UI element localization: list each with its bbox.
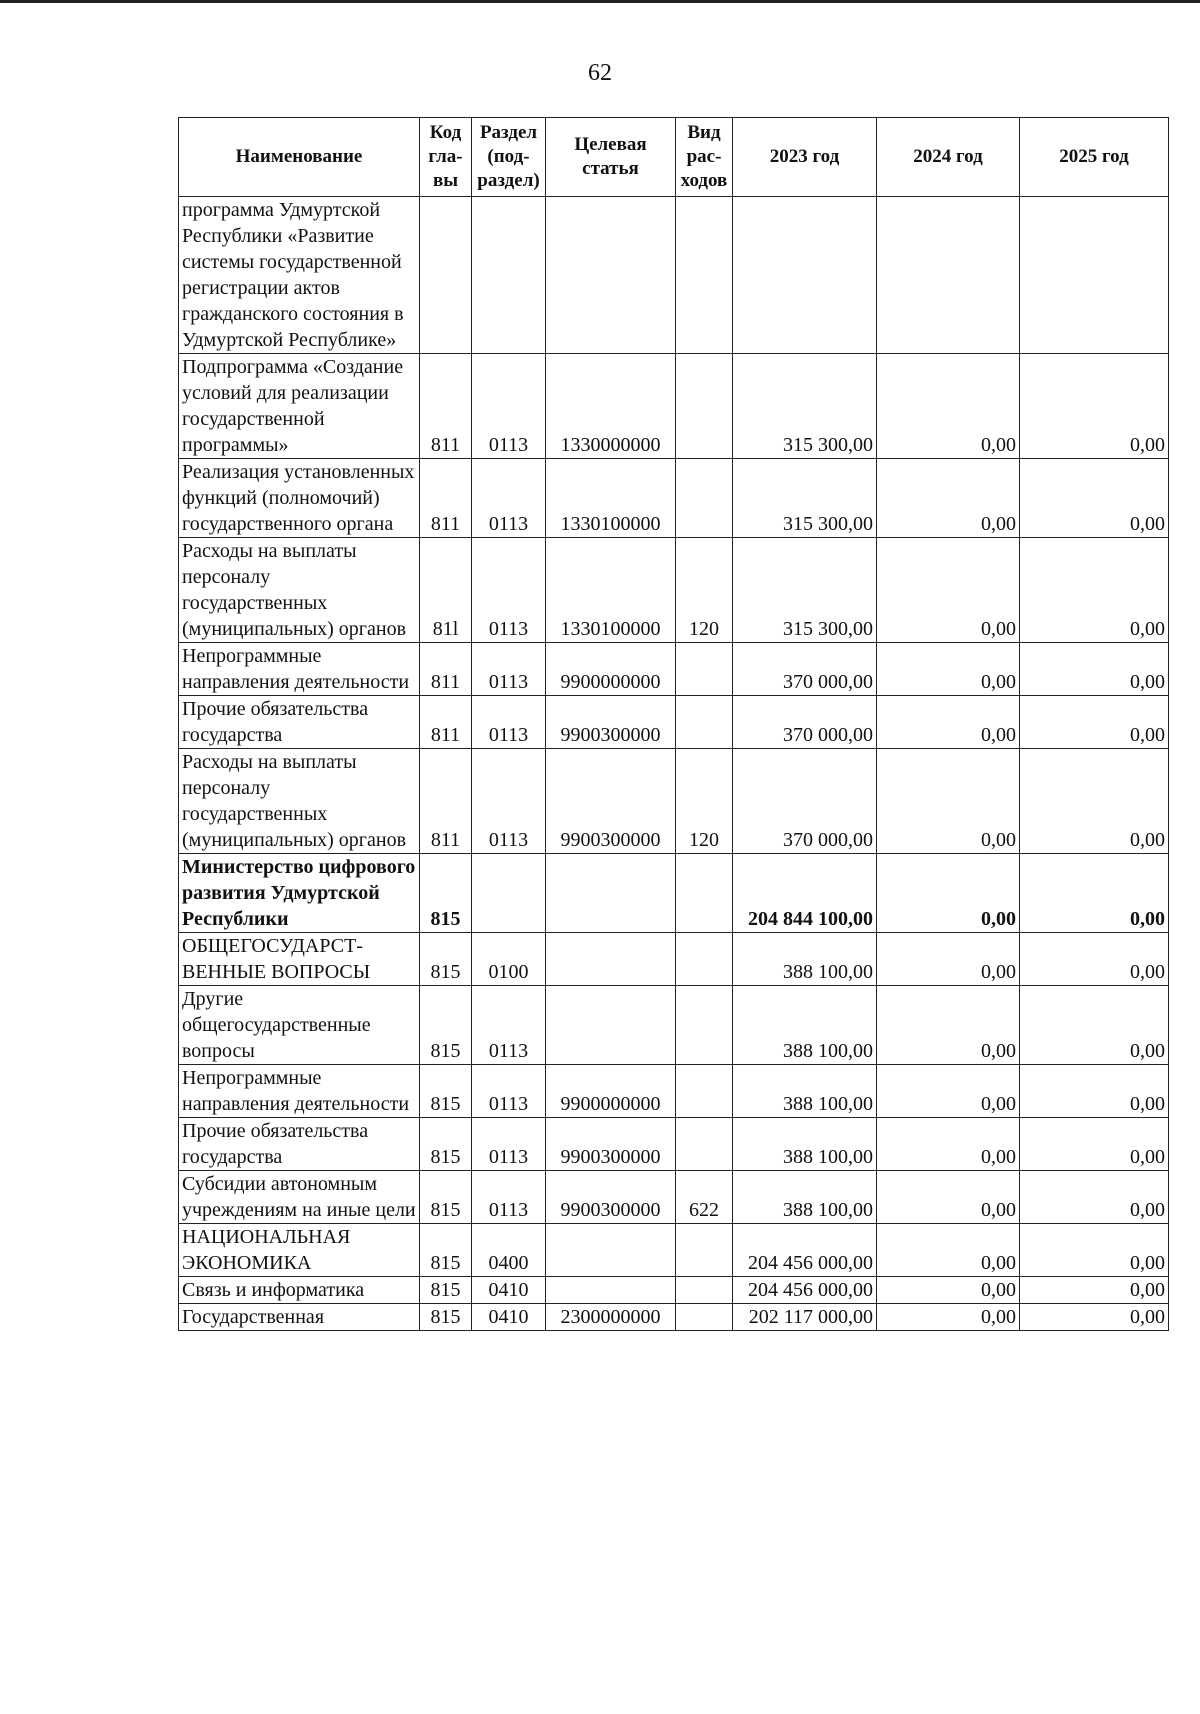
cell-name: Другие общегосударственные вопросы <box>179 986 420 1065</box>
cell-2023: 202 117 000,00 <box>733 1304 877 1331</box>
cell-kod-glavy: 811 <box>420 643 472 696</box>
cell-celevaya: 9900000000 <box>546 1065 676 1118</box>
cell-vid: 120 <box>676 749 733 854</box>
cell-vid <box>676 1224 733 1277</box>
header-vid: Вид рас-ходов <box>676 118 733 197</box>
cell-2025: 0,00 <box>1020 1065 1169 1118</box>
cell-2024: 0,00 <box>877 696 1020 749</box>
cell-name: Субсидии автономным учреждениям на иные цели <box>179 1171 420 1224</box>
cell-celevaya <box>546 1277 676 1304</box>
cell-2024: 0,00 <box>877 933 1020 986</box>
cell-vid <box>676 933 733 986</box>
cell-vid <box>676 986 733 1065</box>
cell-2024: 0,00 <box>877 1304 1020 1331</box>
cell-name: Связь и информатика <box>179 1277 420 1304</box>
header-2024: 2024 год <box>877 118 1020 197</box>
cell-name: Прочие обязательства государства <box>179 1118 420 1171</box>
cell-2024: 0,00 <box>877 854 1020 933</box>
cell-2024: 0,00 <box>877 749 1020 854</box>
cell-razdel: 0113 <box>472 1065 546 1118</box>
cell-2023: 370 000,00 <box>733 749 877 854</box>
cell-kod-glavy: 811 <box>420 749 472 854</box>
cell-2025: 0,00 <box>1020 854 1169 933</box>
cell-name: Расходы на выплаты персоналу государственных (муниципальных) органов <box>179 538 420 643</box>
cell-2025: 0,00 <box>1020 696 1169 749</box>
cell-razdel: 0410 <box>472 1304 546 1331</box>
cell-kod-glavy: 811 <box>420 696 472 749</box>
cell-vid <box>676 643 733 696</box>
cell-razdel: 0113 <box>472 986 546 1065</box>
cell-name: Непрограммные направления деятельности <box>179 643 420 696</box>
cell-2023: 388 100,00 <box>733 1065 877 1118</box>
cell-kod-glavy: 815 <box>420 1224 472 1277</box>
cell-2024: 0,00 <box>877 1224 1020 1277</box>
cell-kod-glavy: 81l <box>420 538 472 643</box>
cell-vid <box>676 1304 733 1331</box>
cell-name: Государственная <box>179 1304 420 1331</box>
table-row <box>179 749 1169 854</box>
cell-2023 <box>733 197 877 354</box>
cell-2023: 204 456 000,00 <box>733 1224 877 1277</box>
cell-razdel: 0113 <box>472 354 546 459</box>
cell-razdel: 0113 <box>472 538 546 643</box>
cell-celevaya <box>546 933 676 986</box>
cell-kod-glavy: 815 <box>420 1304 472 1331</box>
header-2023: 2023 год <box>733 118 877 197</box>
cell-celevaya: 9900300000 <box>546 696 676 749</box>
table-row <box>179 696 1169 749</box>
cell-celevaya <box>546 986 676 1065</box>
cell-name: ОБЩЕГОСУДАРСТ-ВЕННЫЕ ВОПРОСЫ <box>179 933 420 986</box>
cell-kod-glavy: 815 <box>420 986 472 1065</box>
table-row <box>179 1171 1169 1224</box>
cell-razdel: 0113 <box>472 1171 546 1224</box>
table-row <box>179 1277 1169 1304</box>
table-row <box>179 197 1169 354</box>
cell-2024: 0,00 <box>877 1171 1020 1224</box>
cell-celevaya: 9900300000 <box>546 1118 676 1171</box>
cell-2025: 0,00 <box>1020 933 1169 986</box>
cell-celevaya: 9900300000 <box>546 1171 676 1224</box>
cell-celevaya: 9900000000 <box>546 643 676 696</box>
cell-vid <box>676 1277 733 1304</box>
cell-vid <box>676 354 733 459</box>
cell-razdel: 0100 <box>472 933 546 986</box>
cell-kod-glavy: 815 <box>420 933 472 986</box>
cell-2025: 0,00 <box>1020 986 1169 1065</box>
cell-kod-glavy: 811 <box>420 459 472 538</box>
table-row <box>179 459 1169 538</box>
cell-kod-glavy <box>420 197 472 354</box>
page-number: 62 <box>588 60 612 86</box>
table-row <box>179 1065 1169 1118</box>
table-row <box>179 854 1169 933</box>
cell-vid <box>676 696 733 749</box>
cell-2025: 0,00 <box>1020 1304 1169 1331</box>
cell-2025: 0,00 <box>1020 538 1169 643</box>
cell-razdel <box>472 854 546 933</box>
cell-celevaya: 1330100000 <box>546 459 676 538</box>
cell-razdel: 0113 <box>472 749 546 854</box>
cell-celevaya: 9900300000 <box>546 749 676 854</box>
cell-2024: 0,00 <box>877 986 1020 1065</box>
cell-2025: 0,00 <box>1020 354 1169 459</box>
table-row <box>179 1224 1169 1277</box>
scan-top-edge <box>0 0 1200 3</box>
cell-2025: 0,00 <box>1020 1224 1169 1277</box>
table-row <box>179 1304 1169 1331</box>
header-razdel: Раздел (под-раздел) <box>472 118 546 197</box>
cell-celevaya: 1330000000 <box>546 354 676 459</box>
cell-name: Непрограммные направления деятельности <box>179 1065 420 1118</box>
table-row <box>179 354 1169 459</box>
header-kod-glavy: Код гла-вы <box>420 118 472 197</box>
cell-kod-glavy: 815 <box>420 1171 472 1224</box>
cell-name: программа Удмуртской Республики «Развитие системы государственной регистрации актов гражданского состояния в Удмуртской Республике» <box>179 197 420 354</box>
cell-vid <box>676 1118 733 1171</box>
table-row <box>179 643 1169 696</box>
cell-vid: 622 <box>676 1171 733 1224</box>
cell-2025: 0,00 <box>1020 1277 1169 1304</box>
cell-kod-glavy: 815 <box>420 1118 472 1171</box>
cell-2025: 0,00 <box>1020 643 1169 696</box>
cell-vid <box>676 197 733 354</box>
cell-razdel: 0410 <box>472 1277 546 1304</box>
cell-name: Подпрограмма «Создание условий для реализации государственной программы» <box>179 354 420 459</box>
cell-2024: 0,00 <box>877 1065 1020 1118</box>
cell-celevaya <box>546 854 676 933</box>
cell-2023: 388 100,00 <box>733 986 877 1065</box>
cell-razdel: 0113 <box>472 643 546 696</box>
table-row <box>179 933 1169 986</box>
table-row <box>179 538 1169 643</box>
cell-razdel: 0113 <box>472 459 546 538</box>
cell-vid <box>676 854 733 933</box>
cell-2024: 0,00 <box>877 538 1020 643</box>
cell-2024: 0,00 <box>877 1118 1020 1171</box>
budget-table <box>178 117 1169 1331</box>
cell-name: Реализация установленных функций (полномочий) государственного органа <box>179 459 420 538</box>
cell-2025 <box>1020 197 1169 354</box>
cell-2025: 0,00 <box>1020 749 1169 854</box>
cell-2024: 0,00 <box>877 459 1020 538</box>
cell-2023: 388 100,00 <box>733 1171 877 1224</box>
cell-2023: 315 300,00 <box>733 538 877 643</box>
cell-kod-glavy: 815 <box>420 854 472 933</box>
cell-celevaya: 2300000000 <box>546 1304 676 1331</box>
header-name: Наименование <box>179 118 420 197</box>
cell-vid <box>676 459 733 538</box>
cell-razdel <box>472 197 546 354</box>
header-celevaya: Целевая статья <box>546 118 676 197</box>
cell-celevaya <box>546 1224 676 1277</box>
cell-2023: 315 300,00 <box>733 459 877 538</box>
cell-razdel: 0400 <box>472 1224 546 1277</box>
cell-2023: 204 844 100,00 <box>733 854 877 933</box>
cell-2023: 388 100,00 <box>733 1118 877 1171</box>
cell-celevaya <box>546 197 676 354</box>
cell-name: Прочие обязательства государства <box>179 696 420 749</box>
cell-2023: 370 000,00 <box>733 696 877 749</box>
cell-2024: 0,00 <box>877 1277 1020 1304</box>
cell-2023: 315 300,00 <box>733 354 877 459</box>
cell-razdel: 0113 <box>472 1118 546 1171</box>
cell-2023: 388 100,00 <box>733 933 877 986</box>
cell-razdel: 0113 <box>472 696 546 749</box>
cell-vid: 120 <box>676 538 733 643</box>
table-header-row <box>179 118 1169 197</box>
cell-2024: 0,00 <box>877 643 1020 696</box>
cell-2024 <box>877 197 1020 354</box>
table-row <box>179 986 1169 1065</box>
table-body <box>179 197 1169 1331</box>
cell-name: Министерство цифрового развития Удмуртской Республики <box>179 854 420 933</box>
cell-2025: 0,00 <box>1020 1171 1169 1224</box>
table-row <box>179 1118 1169 1171</box>
cell-kod-glavy: 815 <box>420 1277 472 1304</box>
cell-name: НАЦИОНАЛЬНАЯ ЭКОНОМИКА <box>179 1224 420 1277</box>
cell-2025: 0,00 <box>1020 1118 1169 1171</box>
cell-celevaya: 1330100000 <box>546 538 676 643</box>
header-2025: 2025 год <box>1020 118 1169 197</box>
cell-name: Расходы на выплаты персоналу государственных (муниципальных) органов <box>179 749 420 854</box>
cell-kod-glavy: 811 <box>420 354 472 459</box>
cell-2024: 0,00 <box>877 354 1020 459</box>
cell-2023: 204 456 000,00 <box>733 1277 877 1304</box>
cell-kod-glavy: 815 <box>420 1065 472 1118</box>
cell-2025: 0,00 <box>1020 459 1169 538</box>
cell-vid <box>676 1065 733 1118</box>
cell-2023: 370 000,00 <box>733 643 877 696</box>
